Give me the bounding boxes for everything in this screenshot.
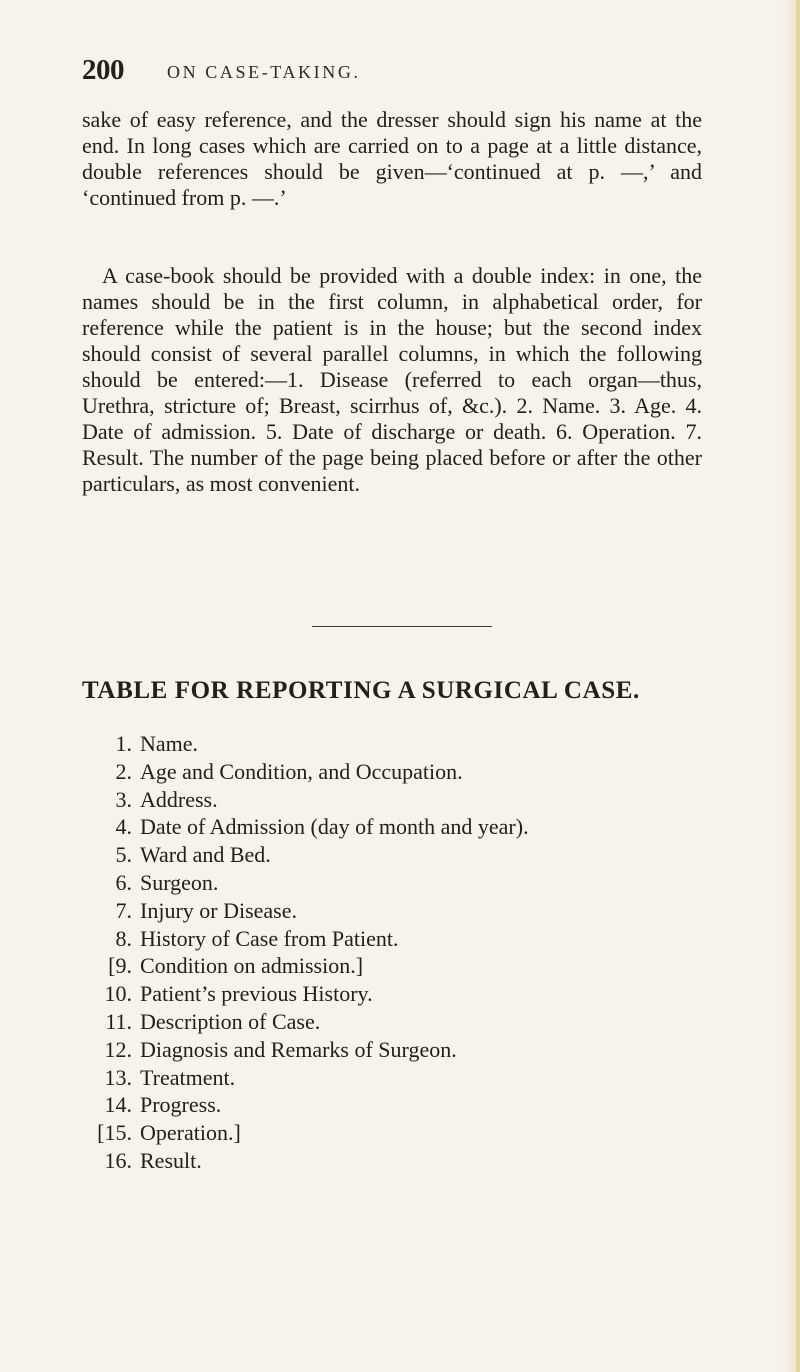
item-number: 11. xyxy=(105,1008,132,1034)
list-item xyxy=(88,786,768,814)
list-item xyxy=(88,980,768,1008)
page-number: 200 xyxy=(82,54,124,86)
list-item xyxy=(88,952,768,980)
item-number: 6. xyxy=(115,869,132,895)
item-text: Patient’s previous History. xyxy=(140,981,373,1007)
item-text: Address. xyxy=(140,786,218,812)
item-text: Ward and Bed. xyxy=(140,842,271,868)
page-header xyxy=(82,54,702,94)
table-title: TABLE FOR REPORTING A SURGICAL CASE. xyxy=(82,677,640,704)
item-number: 14. xyxy=(104,1092,132,1118)
item-number: 8. xyxy=(115,925,132,951)
item-text: Surgeon. xyxy=(140,869,219,895)
item-text: Description of Case. xyxy=(140,1008,321,1034)
item-text: Diagnosis and Remarks of Surgeon. xyxy=(140,1036,457,1062)
list-item xyxy=(88,1064,768,1092)
item-number: [9. xyxy=(108,953,132,979)
item-number: 5. xyxy=(115,842,132,868)
item-text: Age and Condition, and Occupation. xyxy=(140,758,463,784)
item-number: 1. xyxy=(115,731,132,756)
list-item xyxy=(88,1008,768,1036)
item-number: 2. xyxy=(115,758,132,784)
paragraph-2: A case-book should be provided with a double index: in one, the names should be in the first column, in alphabetical order, for reference while the patient is in the house; but the second index should consist of several parallel columns, in which the following should be entered:—1. Disease (referred to each organ—thus, Urethra, stricture of; Breast, scirrhus of, &c.). 2. Name. 3. Age. 4. Date of admission. 5. Date of discharge or death. 6. Operation. 7. Result. The number of the page being placed before or after the other particulars, as most convenient. xyxy=(82,263,702,496)
item-text: Progress. xyxy=(140,1092,222,1118)
list-item xyxy=(88,813,768,841)
item-number: 3. xyxy=(115,786,132,812)
paragraph-1: sake of easy reference, and the dresser should sign his name at the end. In long cases which are carried on to a page at a little distance, double references should be given—‘continued at p. —,’ and ‘continued from p. —.’ xyxy=(82,107,702,210)
page-edge-gilt xyxy=(796,0,800,1372)
list-item xyxy=(88,1119,768,1147)
case-table-list xyxy=(88,730,768,1175)
item-text: Operation.] xyxy=(140,1120,241,1146)
running-head: ON CASE-TAKING. xyxy=(167,62,361,82)
list-item xyxy=(88,1147,768,1175)
item-number: 12. xyxy=(104,1036,132,1062)
item-number: 10. xyxy=(104,981,132,1007)
list-item xyxy=(88,869,768,897)
item-number: 4. xyxy=(115,814,132,840)
list-item xyxy=(88,730,768,758)
section-divider xyxy=(312,626,492,627)
item-number: 7. xyxy=(115,897,132,923)
item-text: Result. xyxy=(140,1147,202,1173)
item-number: 13. xyxy=(104,1064,132,1090)
item-number: [15. xyxy=(97,1120,132,1146)
item-number: 16. xyxy=(104,1147,132,1173)
list-item xyxy=(88,897,768,925)
list-item xyxy=(88,758,768,786)
list-item xyxy=(88,841,768,869)
item-text: Condition on admission.] xyxy=(140,953,364,979)
item-text: History of Case from Patient. xyxy=(140,925,399,951)
item-text: Date of Admission (day of month and year). xyxy=(140,814,529,840)
item-text: Treatment. xyxy=(140,1064,236,1090)
list-item xyxy=(88,1036,768,1064)
list-item xyxy=(88,925,768,953)
item-text: Injury or Disease. xyxy=(140,897,298,923)
item-text: Name. xyxy=(140,731,199,756)
list-item xyxy=(88,1091,768,1119)
